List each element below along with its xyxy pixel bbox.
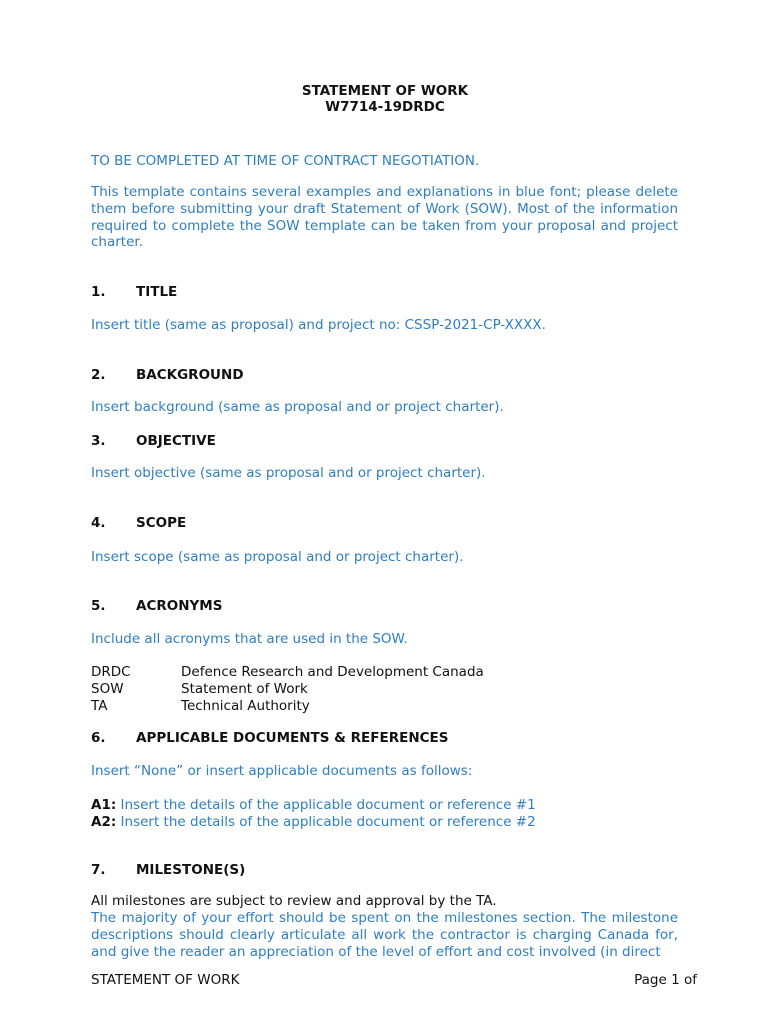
milestones-text: All milestones are subject to review and approval by the TA. (91, 893, 497, 909)
acronym-row (91, 664, 678, 681)
section-heading-scope (91, 515, 186, 531)
section-number: 5. (91, 598, 106, 614)
document-title-block (0, 83, 770, 115)
section-heading-objective (91, 433, 216, 449)
acronym-meaning: Statement of Work (181, 680, 308, 697)
document-label: A1: (91, 797, 117, 813)
objective-instruction: Insert objective (same as proposal and or project charter). (91, 465, 486, 481)
title-instruction: Insert title (same as proposal) and project no: CSSP-2021-CP-XXXX. (91, 317, 546, 333)
acronym-list (91, 664, 678, 714)
acronym-meaning: Defence Research and Development Canada (181, 664, 484, 680)
template-instructions: This template contains several examples and explanations in blue font; please delete them before submitting your draft Statement of Work (SOW). Most of the information required to complete the SOW template can be taken from your proposal and project charter. (91, 184, 678, 251)
section-number: 4. (91, 515, 106, 531)
document-item (91, 797, 678, 814)
documents-instruction: Insert “None” or insert applicable documents as follows: (91, 763, 473, 779)
acronym-row (91, 698, 678, 715)
section-number: 3. (91, 433, 106, 449)
page-footer (91, 972, 697, 988)
document-list (91, 797, 678, 831)
section-number: 7. (91, 862, 106, 878)
acronym-meaning: Technical Authority (181, 697, 310, 714)
section-heading-text: ACRONYMS (136, 598, 223, 614)
negotiation-notice: TO BE COMPLETED AT TIME OF CONTRACT NEGOTIATION. (91, 153, 480, 169)
section-heading-acronyms (91, 598, 222, 614)
acronym-abbr: TA (91, 697, 108, 714)
document-text: Insert the details of the applicable document or reference #2 (120, 813, 536, 830)
section-heading-text: APPLICABLE DOCUMENTS & REFERENCES (136, 730, 449, 746)
acronym-row (91, 681, 678, 698)
scope-instruction: Insert scope (same as proposal and or project charter). (91, 549, 464, 565)
footer-document-title: STATEMENT OF WORK (91, 972, 240, 988)
section-heading-background (91, 367, 244, 383)
section-heading-text: TITLE (136, 284, 178, 300)
footer-page-number: Page 1 of (634, 972, 697, 988)
section-heading-text: BACKGROUND (136, 367, 244, 383)
document-item (91, 814, 678, 831)
acronyms-instruction: Include all acronyms that are used in the SOW. (91, 631, 408, 647)
document-text: Insert the details of the applicable document or reference #1 (120, 797, 536, 813)
acronym-abbr: SOW (91, 680, 124, 697)
section-number: 2. (91, 367, 106, 383)
section-heading-text: MILESTONE(S) (136, 862, 246, 878)
background-instruction: Insert background (same as proposal and or project charter). (91, 399, 504, 415)
document-title: STATEMENT OF WORK (301, 83, 469, 99)
section-number: 6. (91, 730, 106, 746)
section-heading-text: OBJECTIVE (136, 433, 216, 449)
section-heading-documents (91, 730, 448, 746)
document-number: W7714-19DRDC (325, 99, 445, 115)
section-heading-milestones (91, 862, 245, 878)
section-heading-title (91, 284, 177, 300)
document-label: A2: (91, 813, 117, 830)
section-heading-text: SCOPE (136, 515, 187, 531)
milestones-instruction: The majority of your effort should be spent on the milestones section. The milestone descriptions should clearly articulate all work the contractor is charging Canada for, and give the reader an appreciation of the level of effort and cost involved (in direct (91, 910, 678, 960)
acronym-abbr: DRDC (91, 664, 131, 680)
section-number: 1. (91, 284, 106, 300)
